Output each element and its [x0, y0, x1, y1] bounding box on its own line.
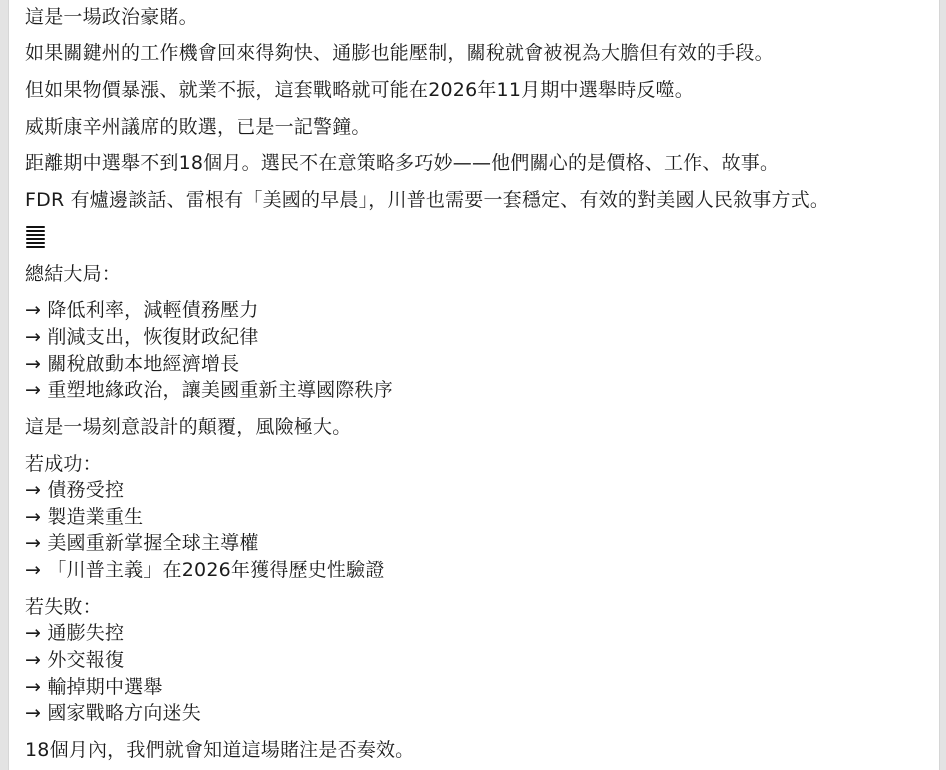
- post-paragraph: 如果關鍵州的工作機會回來得夠快、通膨也能壓制，關稅就會被視為大膽但有效的手段。: [25, 42, 774, 64]
- risk-paragraph: 這是一場刻意設計的顛覆，風險極大。: [25, 416, 352, 438]
- success-list-item: → 美國重新掌握全球主導權: [25, 532, 259, 554]
- failure-list-item: → 國家戰略方向迷失: [25, 702, 201, 724]
- summary-list-item: → 削減支出，恢復財政紀律: [25, 326, 259, 348]
- failure-list-item: → 輸掉期中選舉: [25, 676, 163, 698]
- success-list-item: → 債務受控: [25, 479, 125, 501]
- failure-list-item: → 外交報復: [25, 649, 125, 671]
- summary-heading: 總結大局：: [25, 263, 122, 285]
- summary-list-item: → 重塑地緣政治，讓美國重新主導國際秩序: [25, 379, 393, 401]
- post-paragraph: 這是一場政治豪賭。: [25, 6, 198, 28]
- summary-list-item: → 降低利率，減輕債務壓力: [25, 299, 259, 321]
- failure-heading: 若失敗：: [25, 596, 102, 618]
- post-paragraph: 威斯康辛州議席的敗選，已是一記警鐘。: [25, 116, 371, 138]
- summary-list-item: → 關稅啟動本地經濟增長: [25, 353, 240, 375]
- closing-paragraph: 18個月內，我們就會知道這場賭注是否奏效。: [25, 739, 415, 761]
- success-list-item: → 「川普主義」在2026年獲得歷史性驗證: [25, 559, 385, 581]
- post-paragraph: 但如果物價暴漲、就業不振，這套戰略就可能在2026年11月期中選舉時反噬。: [25, 79, 694, 101]
- text-list-icon: [26, 226, 45, 248]
- post-paragraph: FDR 有爐邊談話、雷根有「美國的早晨」，川普也需要一套穩定、有效的對美國人民敘事方式。: [25, 189, 830, 211]
- failure-list-item: → 通膨失控: [25, 622, 125, 644]
- success-list-item: → 製造業重生: [25, 506, 144, 528]
- post-paragraph: 距離期中選舉不到18個月。選民不在意策略多巧妙——他們關心的是價格、工作、故事。: [25, 152, 780, 174]
- post-card: [8, 0, 940, 770]
- success-heading: 若成功：: [25, 453, 102, 475]
